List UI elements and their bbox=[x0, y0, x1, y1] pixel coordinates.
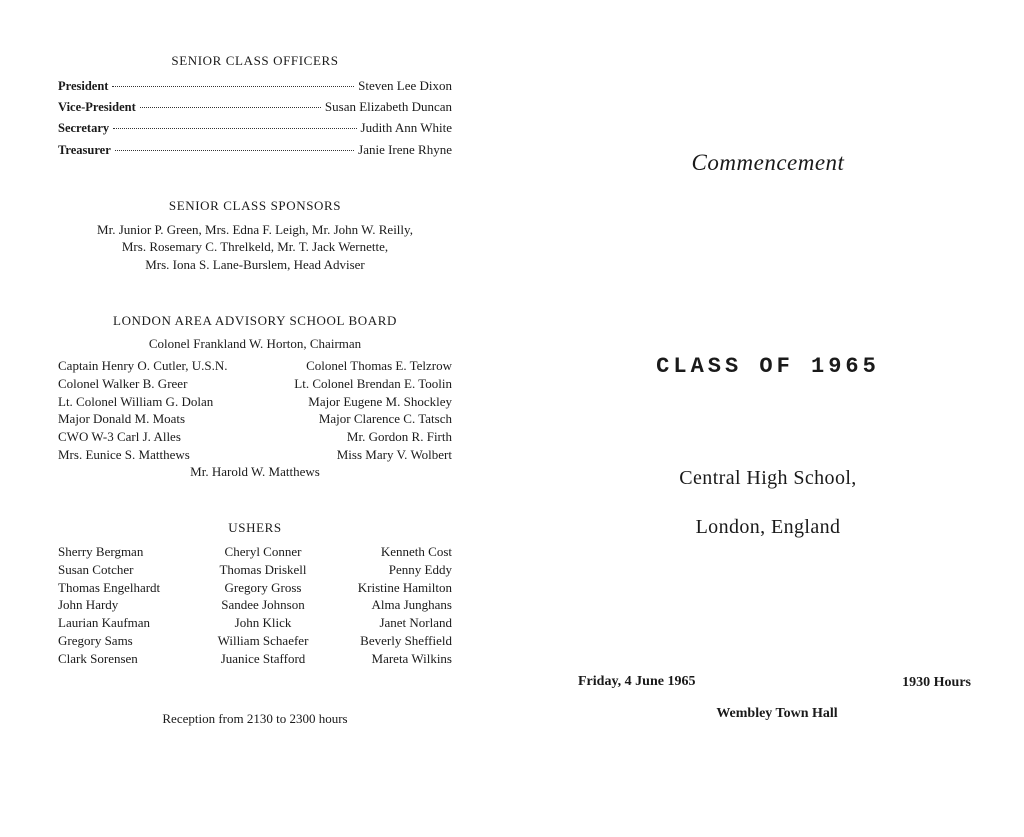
officer-row-president bbox=[58, 78, 452, 96]
usher-name: Susan Cotcher bbox=[58, 562, 134, 577]
leader-dots bbox=[112, 86, 354, 87]
officers-heading: SENIOR CLASS OFFICERS bbox=[171, 53, 339, 68]
usher-name: Thomas Engelhardt bbox=[58, 580, 161, 595]
usher-name: Alma Junghans bbox=[371, 597, 452, 612]
event-venue: Wembley Town Hall bbox=[716, 706, 838, 721]
leader-dots bbox=[113, 128, 356, 129]
ushers-heading: USHERS bbox=[228, 520, 282, 535]
usher-row bbox=[58, 562, 452, 580]
usher-name: William Schaefer bbox=[217, 633, 309, 648]
usher-name: Mareta Wilkins bbox=[371, 651, 452, 666]
usher-name: John Hardy bbox=[58, 597, 119, 612]
usher-row bbox=[58, 651, 452, 669]
usher-name: Sherry Bergman bbox=[58, 544, 144, 559]
sponsors-heading: SENIOR CLASS SPONSORS bbox=[168, 198, 342, 213]
usher-name: Cheryl Conner bbox=[224, 544, 302, 559]
board-member-last: Mr. Harold W. Matthews bbox=[190, 464, 320, 479]
board-member: Major Donald M. Moats bbox=[58, 411, 186, 426]
usher-name: Sandee Johnson bbox=[221, 597, 305, 612]
board-row bbox=[58, 394, 452, 412]
board-row bbox=[58, 429, 452, 447]
usher-name: Kenneth Cost bbox=[380, 544, 452, 559]
board-member: Captain Henry O. Cutler, U.S.N. bbox=[58, 358, 228, 373]
usher-name: Gregory Gross bbox=[224, 580, 302, 595]
usher-row bbox=[58, 615, 452, 633]
event-date: Friday, 4 June 1965 bbox=[578, 674, 696, 689]
usher-name: Gregory Sams bbox=[58, 633, 133, 648]
officer-name: Steven Lee Dixon bbox=[358, 78, 452, 93]
board-member: Colonel Thomas E. Telzrow bbox=[306, 358, 452, 373]
board-member: Miss Mary V. Wolbert bbox=[336, 447, 452, 462]
board-member: Major Eugene M. Shockley bbox=[308, 394, 452, 409]
officer-name: Judith Ann White bbox=[360, 120, 452, 135]
commencement-title: Commencement bbox=[691, 150, 845, 175]
board-member: Mrs. Eunice S. Matthews bbox=[58, 447, 190, 462]
board-member: Lt. Colonel Brendan E. Toolin bbox=[294, 376, 452, 391]
class-of-title: CLASS OF 1965 bbox=[656, 354, 880, 379]
board-row bbox=[58, 411, 452, 429]
board-member: CWO W-3 Carl J. Alles bbox=[58, 429, 181, 444]
usher-name: Penny Eddy bbox=[388, 562, 452, 577]
usher-name: Kristine Hamilton bbox=[357, 580, 452, 595]
officer-name: Susan Elizabeth Duncan bbox=[324, 99, 452, 114]
usher-row bbox=[58, 544, 452, 562]
board-heading: LONDON AREA ADVISORY SCHOOL BOARD bbox=[113, 313, 397, 328]
usher-name: John Klick bbox=[234, 615, 292, 630]
officer-title: President bbox=[58, 79, 109, 93]
board-member: Major Clarence C. Tatsch bbox=[318, 411, 452, 426]
officer-title: Vice-President bbox=[58, 100, 136, 114]
right-page bbox=[512, 0, 1024, 837]
officer-row-treasurer bbox=[58, 142, 452, 160]
sponsors-line: Mrs. Rosemary C. Threlkeld, Mr. T. Jack Wernette, bbox=[121, 239, 389, 254]
usher-row bbox=[58, 580, 452, 598]
sponsors-line: Mr. Junior P. Green, Mrs. Edna F. Leigh, Mr. John W. Reilly, bbox=[97, 222, 413, 237]
board-member: Colonel Walker B. Greer bbox=[58, 376, 188, 391]
officer-title: Treasurer bbox=[58, 143, 111, 157]
leader-dots bbox=[140, 107, 321, 108]
officer-row-vice-president bbox=[58, 99, 452, 117]
school-location: London, England bbox=[695, 516, 841, 538]
board-row bbox=[58, 447, 452, 465]
board-row bbox=[58, 376, 452, 394]
usher-name: Laurian Kaufman bbox=[58, 615, 151, 630]
usher-row bbox=[58, 633, 452, 651]
usher-row bbox=[58, 597, 452, 615]
event-time: 1930 Hours bbox=[902, 675, 971, 690]
officer-row-secretary bbox=[58, 120, 452, 138]
usher-name: Janet Norland bbox=[379, 615, 452, 630]
usher-name: Beverly Sheffield bbox=[360, 633, 452, 648]
board-member: Lt. Colonel William G. Dolan bbox=[58, 394, 214, 409]
board-member: Mr. Gordon R. Firth bbox=[346, 429, 452, 444]
sponsors-line: Mrs. Iona S. Lane-Burslem, Head Adviser bbox=[145, 257, 365, 272]
officer-name: Janie Irene Rhyne bbox=[358, 142, 452, 157]
school-name: Central High School, bbox=[679, 467, 857, 489]
usher-name: Juanice Stafford bbox=[220, 651, 306, 666]
board-chairman: Colonel Frankland W. Horton, Chairman bbox=[148, 336, 362, 351]
officer-title: Secretary bbox=[58, 121, 110, 135]
usher-name: Thomas Driskell bbox=[219, 562, 307, 577]
board-row bbox=[58, 358, 452, 376]
leader-dots bbox=[115, 150, 354, 151]
reception-note: Reception from 2130 to 2300 hours bbox=[162, 711, 348, 726]
usher-name: Clark Sorensen bbox=[58, 651, 138, 666]
